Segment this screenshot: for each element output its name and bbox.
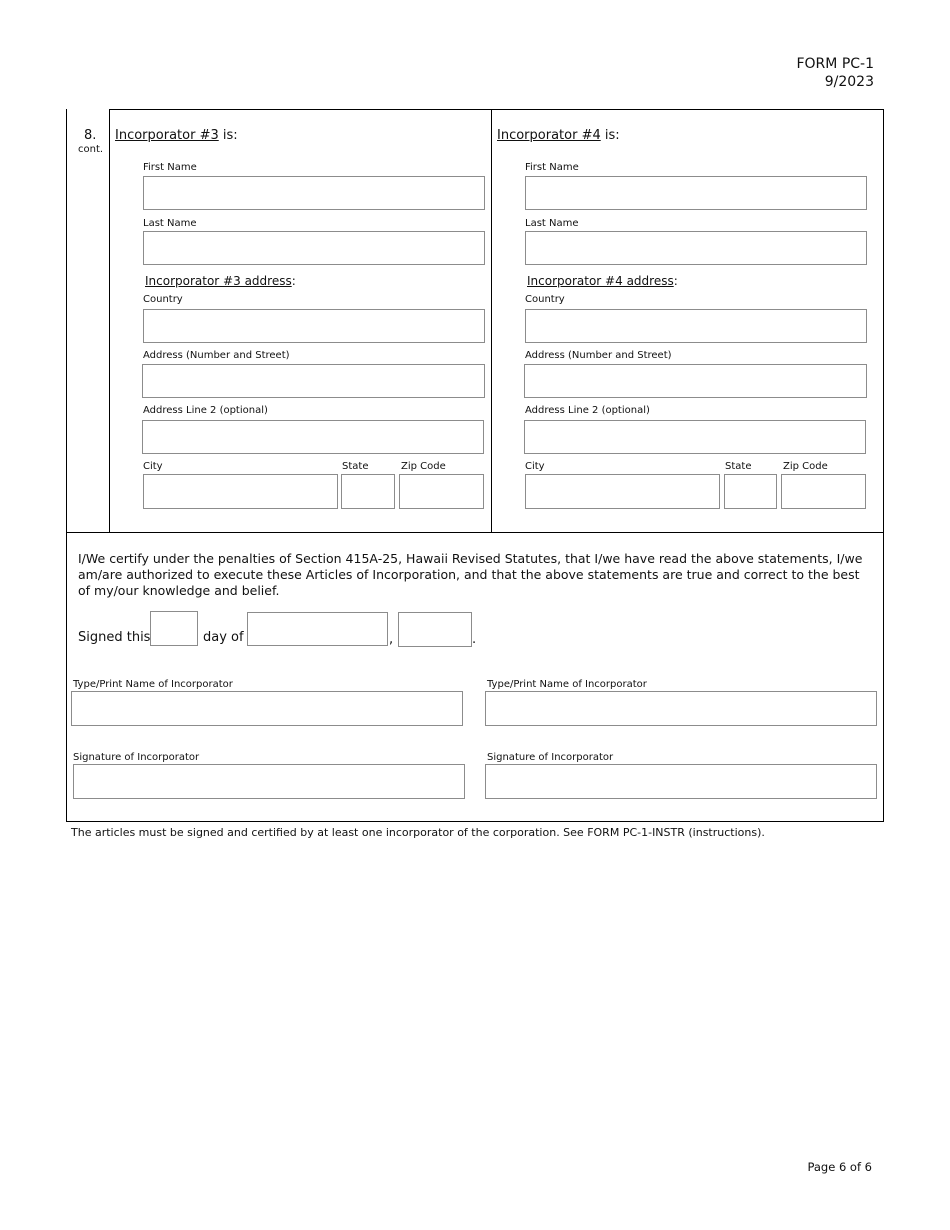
frame-left-border	[66, 109, 67, 822]
inc3-address2-label: Address Line 2 (optional)	[143, 405, 268, 416]
number-column-divider	[109, 109, 110, 532]
inc4-state-field[interactable]	[724, 474, 777, 509]
inc3-address2-field[interactable]	[142, 420, 484, 454]
inc4-city-field[interactable]	[525, 474, 720, 509]
frame-bottom-border	[66, 821, 884, 822]
certification-statement: I/We certify under the penalties of Section 415A-25, Hawaii Revised Statutes, that I/we have read the above statements, I/we am/are authorized to execute these Articles of Incorporation, and that the above statements are true and correct to the best of my/our knowledge and belief.	[78, 551, 863, 598]
inc4-address2-label: Address Line 2 (optional)	[525, 405, 650, 416]
inc4-address-label: Address (Number and Street)	[525, 350, 672, 361]
incorporator-4-heading: Incorporator #4 is:	[497, 128, 620, 143]
inc3-address-label: Address (Number and Street)	[143, 350, 290, 361]
signature-label-right: Signature of Incorporator	[487, 752, 614, 763]
print-name-label-right: Type/Print Name of Incorporator	[487, 679, 647, 690]
inc4-first-name-label: First Name	[525, 162, 579, 173]
inc4-zip-field[interactable]	[781, 474, 866, 509]
footer-note: The articles must be signed and certified by at least one incorporator of the corporation. See FORM PC-1-INSTR (instructions).	[71, 826, 765, 839]
date-comma: ,	[389, 632, 394, 647]
section-divider	[66, 532, 884, 533]
section-number: 8.	[84, 128, 97, 143]
page-number: Page 6 of 6	[807, 1160, 872, 1174]
signature-field-left[interactable]	[73, 764, 465, 799]
inc4-address-heading: Incorporator #4 address:	[527, 274, 678, 288]
signed-year-field[interactable]	[398, 612, 472, 647]
signed-this-label: Signed this	[78, 630, 151, 645]
inc4-last-name-field[interactable]	[525, 231, 867, 265]
inc3-first-name-label: First Name	[143, 162, 197, 173]
inc3-city-field[interactable]	[143, 474, 338, 509]
inc4-state-label: State	[725, 461, 752, 472]
inc3-city-label: City	[143, 461, 163, 472]
signed-day-field[interactable]	[150, 611, 198, 646]
inc4-last-name-label: Last Name	[525, 218, 579, 229]
frame-top-border	[109, 109, 884, 110]
inc4-city-label: City	[525, 461, 545, 472]
inc3-state-field[interactable]	[341, 474, 395, 509]
inc4-zip-label: Zip Code	[783, 461, 828, 472]
frame-right-border	[883, 109, 884, 822]
form-date: 9/2023	[824, 74, 874, 90]
print-name-label-left: Type/Print Name of Incorporator	[73, 679, 233, 690]
inc3-state-label: State	[342, 461, 369, 472]
inc3-first-name-field[interactable]	[143, 176, 485, 210]
inc3-last-name-label: Last Name	[143, 218, 197, 229]
inc3-last-name-field[interactable]	[143, 231, 485, 265]
inc3-address-field[interactable]	[142, 364, 485, 398]
inc4-first-name-field[interactable]	[525, 176, 867, 210]
signed-month-field[interactable]	[247, 612, 388, 646]
print-name-field-right[interactable]	[485, 691, 877, 726]
date-period: .	[472, 632, 477, 647]
inc4-address-field[interactable]	[524, 364, 867, 398]
inc4-address2-field[interactable]	[524, 420, 866, 454]
incorporator-3-heading: Incorporator #3 is:	[115, 128, 238, 143]
inc4-country-field[interactable]	[525, 309, 867, 343]
inc3-country-field[interactable]	[143, 309, 485, 343]
signature-label-left: Signature of Incorporator	[73, 752, 200, 763]
inc4-country-label: Country	[525, 294, 565, 305]
print-name-field-left[interactable]	[71, 691, 463, 726]
day-of-label: day of	[203, 630, 244, 645]
form-id: FORM PC-1	[796, 56, 874, 72]
inc3-address-heading: Incorporator #3 address:	[145, 274, 296, 288]
incorporator-column-divider	[491, 109, 492, 532]
section-cont: cont.	[78, 144, 104, 155]
signature-field-right[interactable]	[485, 764, 877, 799]
inc3-country-label: Country	[143, 294, 183, 305]
inc3-zip-field[interactable]	[399, 474, 484, 509]
inc3-zip-label: Zip Code	[401, 461, 446, 472]
